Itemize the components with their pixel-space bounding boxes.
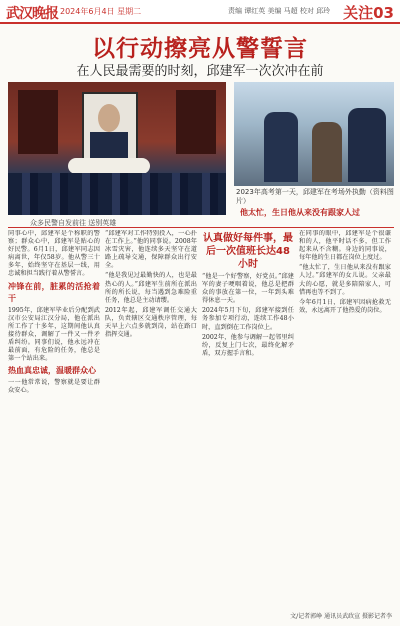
article-column-3 <box>202 230 294 618</box>
paragraph: 一一他常常说，警察就是要让群众安心。 <box>8 379 100 395</box>
memorial-photo <box>8 82 226 215</box>
byline: 文/记者郭峥 通讯员武政宣 摄影记者李 <box>290 613 392 620</box>
headline: 以行动擦亮从警誓言 <box>92 36 308 62</box>
paragraph: 同事心中，邱建军是个称职的警察；群众心中，邱建军是贴心的好民警。6月1日，邱建军同志因病离世，年仅58岁。他从警三十多年，始终坚守在基层一线，用忠诚和担当践行着从警誓言。 <box>8 230 100 278</box>
newspaper-logo: 武汉晚报 <box>6 6 58 22</box>
subheadline: 在人民最需要的时刻，邱建军一次次冲在前 <box>76 64 324 79</box>
exam-duty-photo <box>234 82 394 186</box>
masthead <box>0 0 400 24</box>
paragraph: 在同事的眼中，邱建军是个很谦和的人，他平时话不多，但工作起来从不含糊。身边的同事说，每年他的生日都在岗位上度过。 <box>299 230 391 262</box>
paragraph: “邱建军对工作特别投入，一心扑在工作上。”他的同事说。2008年冰雪灾害，他连续多天坚守在道路上疏导交通，保障群众出行安全。 <box>105 230 197 270</box>
subsection-heading: 冲锋在前，脏累的活抢着干 <box>8 281 100 303</box>
paragraph: “他是一个好警察，好党员。”邱建军的妻子哽咽着说，他总是把群众的事放在第一位，一年到头难得休息一天。 <box>202 273 294 305</box>
portrait-frame <box>82 92 138 162</box>
memorial-banner-left <box>18 90 58 154</box>
crowd-of-officers <box>8 173 226 215</box>
paragraph: 2012年起，邱建军调任交通大队，负责辖区交通秩序管理，每天早上六点多就到岗，站在路口指挥交通。 <box>105 306 197 339</box>
photo-caption-secondary: 2023年高考第一天，邱建军在考场外执勤（资料图片） <box>236 188 394 205</box>
paragraph: 2024年5月下旬，邱建军接到任务参加专项行动，连续工作48小时，直到倒在工作岗位上。 <box>202 307 294 331</box>
divider-rule <box>8 227 394 228</box>
editor-credits: 责编 谭红英 美编 马超 校对 邱玲 <box>228 7 331 15</box>
paragraph: “他太忙了，生日他从来没有跟家人过。”邱建军的女儿说。父亲最大的心愿，就是多陪陪家人，可惜再也等不到了。 <box>299 264 391 296</box>
paragraph: 今年6月1日，邱建军因病抢救无效，永远离开了他热爱的岗位。 <box>299 298 391 314</box>
subsection-heading: 热血真忠诚，温暖群众心 <box>8 366 96 376</box>
paragraph: “他是我见过最勤快的人，也是最热心的人。”邱建军生前所在派出所的所长说，每当遇到急难险重任务，他总是主动请缨。 <box>105 272 197 304</box>
subsection-heading: 认真做好每件事，最后一次值班长达48小时 <box>203 233 293 270</box>
section-title: 关注03 <box>343 4 394 22</box>
issue-date: 2024年6月4日 星期二 <box>60 7 142 16</box>
paragraph: 1995年，邱建军毕业后分配到武汉市公安局江汉分局，他在派出所工作了十多年，这期间他认真接待群众，调解了一件又一件矛盾纠纷。同事们说，他永远冲在最前面，有危险的任务，他总是第一个站出来。 <box>8 306 100 363</box>
article-column-2 <box>105 230 197 618</box>
subsection-heading: 他太忙，生日他从来没有跟家人过 <box>240 208 360 217</box>
memorial-banner-right <box>176 90 216 154</box>
article-column-1 <box>8 230 100 618</box>
paragraph: 2002年，他参与调解一起邻里纠纷，反复上门七次，最终化解矛盾，双方握手言和。 <box>202 333 294 357</box>
article-column-4 <box>299 230 391 618</box>
flower-wreath <box>68 158 150 174</box>
photo-caption: 众多民警自发前往 送别英雄 <box>30 219 117 227</box>
